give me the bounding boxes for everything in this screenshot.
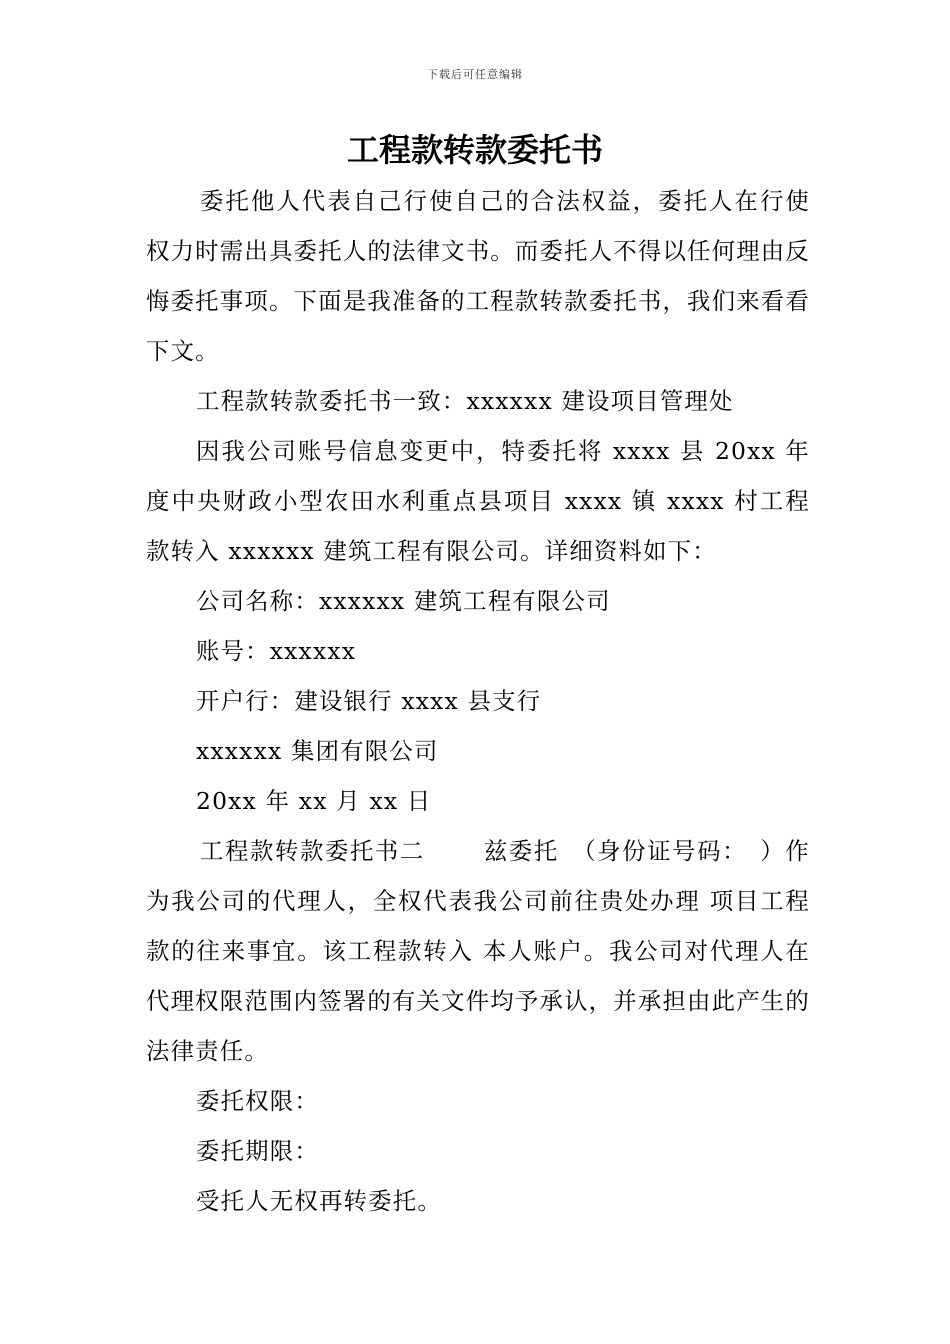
paragraph-period: 委托期限：	[196, 1137, 319, 1165]
document-body	[146, 176, 810, 1226]
paragraph-signatory: xxxxxx 集团有限公司	[196, 737, 439, 765]
paragraph-recipient: 工程款转款委托书一致：xxxxxx 建设项目管理处	[196, 387, 734, 415]
paragraph-request: 因我公司账号信息变更中，特委托将 xxxx 县 20xx 年度中央财政小型农田水利重点县项目 xxxx 镇 xxxx 村工程款转入 xxxxxx 建筑工程有限公司。详细资料如下：	[146, 437, 810, 565]
paragraph-authority: 委托权限：	[196, 1087, 319, 1115]
paragraph-bank: 开户行：建设银行 xxxx 县支行	[196, 687, 542, 715]
paragraph-date: 20xx 年 xx 月 xx 日	[196, 787, 432, 815]
paragraph-no-subdelegation: 受托人无权再转委托。	[196, 1187, 442, 1215]
header-note: 下载后可任意编辑	[427, 68, 523, 81]
paragraph-second-letter: 工程款转款委托书二 兹委托 （身份证号码： ）作为我公司的代理人，全权代表我公司前往贵处办理 项目工程款的往来事宜。该工程款转入 本人账户。我公司对代理人在代理权限范围内签署的有关文件均予承认，并承担由此产生的法律责任。	[146, 837, 810, 1065]
paragraph-company-name: 公司名称：xxxxxx 建筑工程有限公司	[196, 587, 611, 615]
document-title: 工程款转款委托书	[346, 131, 603, 169]
paragraph-account: 账号：xxxxxx	[196, 637, 357, 665]
paragraph-intro: 委托他人代表自己行使自己的合法权益，委托人在行使权力时需出具委托人的法律文书。而委托人不得以任何理由反悔委托事项。下面是我准备的工程款转款委托书，我们来看看下文。	[146, 187, 810, 365]
